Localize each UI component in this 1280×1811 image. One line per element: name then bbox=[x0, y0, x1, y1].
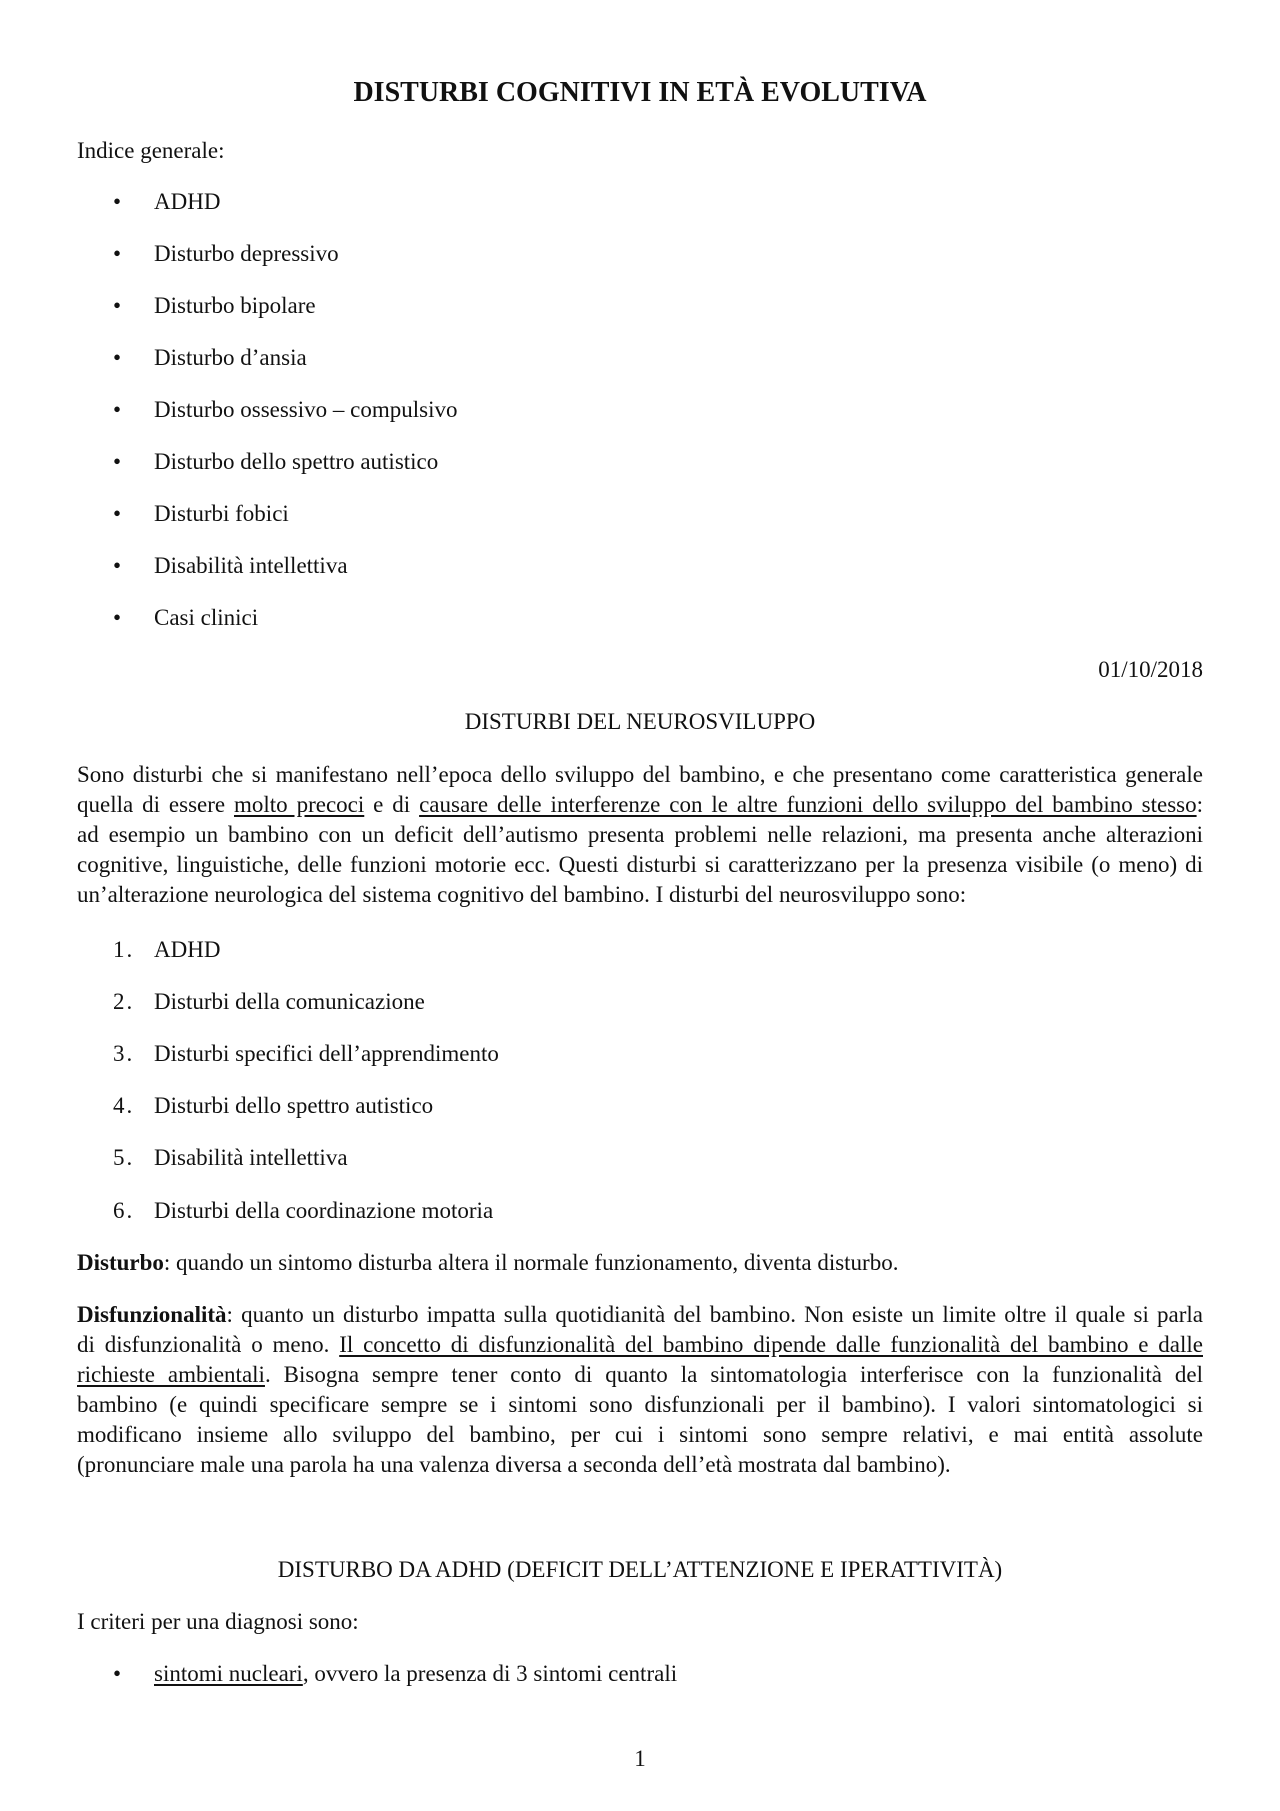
intro-paragraph: Sono disturbi che si manifestano nell’epoca dello sviluppo del bambino, e che presentano come caratteristica generale quella di essere molto precoci e di causare delle interferenze con le altre funzioni dello sviluppo del bambino stesso: ad esempio un bambino con un deficit dell’autismo presenta problemi nelle relazioni, ma presenta anche alterazioni cognitive, linguistiche, delle funzioni motorie ecc. Questi disturbi si caratterizzano per la presenza visibile (o meno) di un’alterazione neurologica del sistema cognitivo del bambino. I disturbi del neurosviluppo sono: bbox=[77, 762, 1203, 907]
bullet-icon: • bbox=[113, 501, 122, 526]
bullet-icon: • bbox=[113, 241, 122, 266]
document-page: DISTURBI COGNITIVI IN ETÀ EVOLUTIVA Indice generale: • ADHD • Disturbo depressivo • Disturbo bipolare • Disturbo d’ansia • Disturbo ossessivo – compulsivo • Disturbo dello spettro autistico • Disturbi fobici • Disabilità intellettiva • Casi clinici 01/10/2018 DISTURBI DEL NEUROSVILUPPO Sono disturbi che si manifestano nell’epoca dello sviluppo del bambino, e che presentano come caratteristica generale quella di essere molto precoci e di causare delle interferenze con le altre funzioni dello sviluppo del bambino stesso: ad esempio un bambino con un deficit dell’autismo presenta problemi nelle relazioni, ma presenta anche alterazioni cognitive, linguistiche, delle funzioni motorie ecc. Questi disturbi si caratterizzano per la presenza visibile (o meno) di un’alterazione neurologica del sistema cognitivo del bambino. I disturbi del neurosviluppo sono: 1. ADHD 2. Disturbi della comunicazione 3. Disturbi specifici dell’apprendimento 4. Disturbi dello spettro autistico 5. Disabilità intellettiva 6. Disturbi della coordinazione motoria Disturbo: quando un sintomo disturba altera il normale funzionamento, diventa disturbo. Disfunzionalità: quanto un disturbo impatta sulla quotidianità del bambino. Non esiste un limite oltre il quale si parla di disfunzionalità o meno. Il concetto di disfunzionalità del bambino dipende dalle funzionalità del bambino e dalle richieste ambientali. Bisogna sempre tener conto di quanto la sintomatologia interferisce con la funzionalità del bambino (e quindi specificare sempre se i sintomi sono disfunzionali per il bambino). I valori sintomatologici si modificano insieme allo sviluppo del bambino, per cui i sintomi sono sempre relativi, e mai entità assolute (pronunciare male una parola ha una valenza diversa a seconda dell’età mostrata dal bambino). DISTURBO DA ADHD (DEFICIT DELL’ATTENZIONE E IPERATTIVITÀ) I criteri per una diagnosi sono: • sintomi nucleari, ovvero la presenza di 3 sintomi centrali 1 bbox=[0, 0, 1280, 1811]
page-number: 1 bbox=[634, 1746, 646, 1771]
section-heading: DISTURBI DEL NEUROSVILUPPO bbox=[464, 709, 816, 734]
bullet-icon: • bbox=[113, 345, 122, 370]
definition-disturbo: Disturbo: quando un sintomo disturba altera il normale funzionamento, diventa disturbo. bbox=[77, 1250, 899, 1275]
section-heading: DISTURBO DA ADHD (DEFICIT DELL’ATTENZIONE E IPERATTIVITÀ) bbox=[277, 1557, 1003, 1582]
index-label: Indice generale: bbox=[77, 138, 225, 163]
criteria-label: I criteri per una diagnosi sono: bbox=[77, 1609, 359, 1634]
document-title: DISTURBI COGNITIVI IN ETÀ EVOLUTIVA bbox=[353, 77, 927, 108]
bullet-icon: • bbox=[113, 293, 122, 318]
definition-disfunzionalita: Disfunzionalità: quanto un disturbo impatta sulla quotidianità del bambino. Non esiste un limite oltre il quale si parla di disfunzionalità o meno. Il concetto di disfunzionalità del bambino dipende dalle funzionalità del bambino e dalle richieste ambientali. Bisogna sempre tener conto di quanto la sintomatologia interferisce con la funzionalità del bambino (e quindi specificare sempre se i sintomi sono disfunzionali per il bambino). I valori sintomatologici si modificano insieme allo sviluppo del bambino, per cui i sintomi sono sempre relativi, e mai entità assolute (pronunciare male una parola ha una valenza diversa a seconda dell’età mostrata dal bambino). bbox=[77, 1302, 1204, 1477]
bullet-icon: • bbox=[113, 553, 122, 578]
bullet-icon: • bbox=[113, 449, 122, 474]
bullet-icon: • bbox=[113, 605, 122, 630]
document-date: 01/10/2018 bbox=[1098, 657, 1203, 682]
bullet-icon: • bbox=[113, 189, 122, 214]
bullet-icon: • bbox=[113, 397, 122, 422]
bullet-icon: • bbox=[113, 1661, 122, 1686]
